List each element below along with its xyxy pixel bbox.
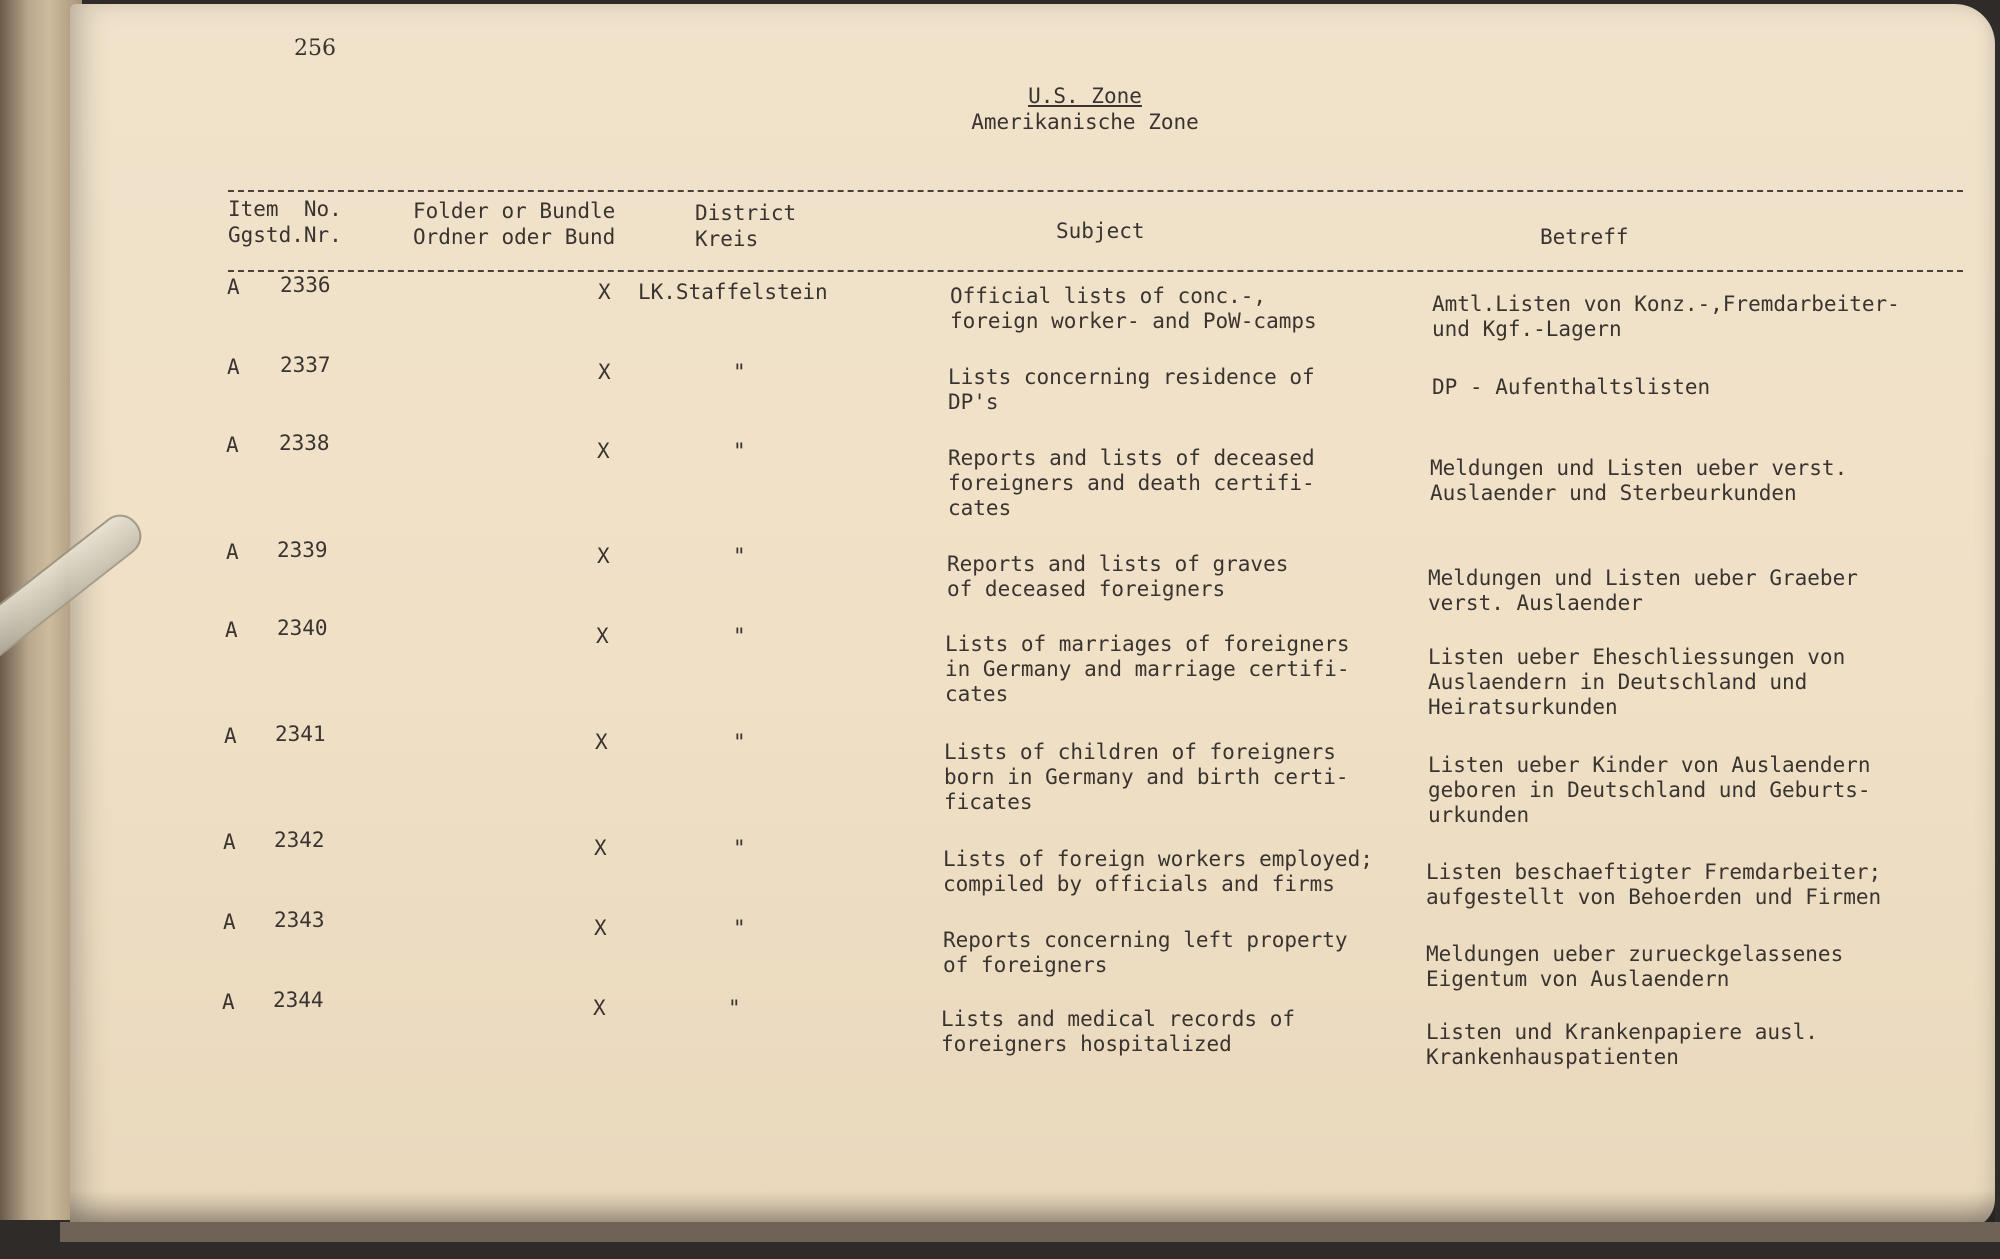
- book-bottom-edge: [60, 1222, 2000, 1242]
- row-item-number: 2338: [279, 431, 330, 455]
- row-prefix: A: [225, 618, 238, 642]
- row-prefix: A: [224, 724, 237, 748]
- row-district: ": [733, 360, 746, 384]
- row-subject: Official lists of conc.-, foreign worker- and PoW-camps: [950, 284, 1317, 333]
- row-item-number: 2344: [273, 988, 324, 1012]
- row-folder: X: [593, 996, 606, 1020]
- row-item-number: 2340: [277, 616, 328, 640]
- header-bottom-rule: [228, 270, 1963, 272]
- row-item-number: 2339: [277, 538, 328, 562]
- row-subject: Lists of foreign workers employed; compiled by officials and firms: [943, 847, 1373, 896]
- row-prefix: A: [227, 355, 240, 379]
- row-folder: X: [598, 280, 611, 304]
- row-betreff: Listen ueber Kinder von Auslaendern geboren in Deutschland und Geburts- urkunden: [1428, 753, 1871, 827]
- zone-title: U.S. Zone: [1028, 84, 1142, 108]
- row-item-number: 2336: [280, 273, 331, 297]
- row-betreff: Listen und Krankenpapiere ausl. Krankenhauspatienten: [1426, 1020, 1818, 1069]
- row-district: ": [733, 544, 746, 568]
- row-district: LK.Staffelstein: [638, 280, 828, 304]
- header-district-de: Kreis: [695, 227, 759, 251]
- row-betreff: Meldungen ueber zurueckgelassenes Eigentum von Auslaendern: [1426, 942, 1844, 991]
- row-item-number: 2337: [280, 353, 331, 377]
- row-folder: X: [596, 624, 609, 648]
- row-betreff: Meldungen und Listen ueber verst. Auslaender und Sterbeurkunden: [1430, 456, 1848, 505]
- row-betreff: Meldungen und Listen ueber Graeber verst. Auslaender: [1428, 566, 1858, 615]
- row-subject: Lists concerning residence of DP's: [948, 365, 1315, 414]
- row-betreff: Listen ueber Eheschliessungen von Auslaendern in Deutschland und Heiratsurkunden: [1428, 645, 1846, 719]
- row-betreff: Listen beschaeftigter Fremdarbeiter; aufgestellt von Behoerden und Firmen: [1426, 860, 1882, 909]
- header-subject: Subject: [1056, 219, 1145, 243]
- row-item-number: 2343: [274, 908, 325, 932]
- header-district-en: District: [695, 201, 797, 225]
- header-item-en: Item No.: [228, 197, 342, 221]
- row-subject: Lists of marriages of foreigners in Germany and marriage certifi- cates: [945, 632, 1350, 706]
- header-folder-de: Ordner oder Bund: [413, 225, 616, 249]
- row-district: ": [733, 439, 746, 463]
- row-district: ": [728, 996, 741, 1020]
- row-folder: X: [597, 544, 610, 568]
- row-subject: Reports and lists of graves of deceased foreigners: [947, 552, 1289, 601]
- row-folder: X: [598, 360, 611, 384]
- row-prefix: A: [223, 830, 236, 854]
- row-subject: Reports concerning left property of foreigners: [943, 928, 1348, 977]
- row-betreff: Amtl.Listen von Konz.-,Fremdarbeiter- und Kgf.-Lagern: [1432, 292, 1900, 341]
- row-folder: X: [594, 916, 607, 940]
- row-prefix: A: [222, 990, 235, 1014]
- row-prefix: A: [223, 910, 236, 934]
- header-item-de: Ggstd.Nr.: [228, 223, 342, 247]
- row-subject: Lists of children of foreigners born in Germany and birth certi- ficates: [944, 740, 1349, 814]
- row-item-number: 2341: [275, 722, 326, 746]
- page-number: 256: [294, 36, 336, 61]
- row-betreff: DP - Aufenthaltslisten: [1432, 375, 1711, 399]
- row-prefix: A: [227, 275, 240, 299]
- row-district: ": [733, 916, 746, 940]
- row-district: ": [733, 624, 746, 648]
- row-prefix: A: [226, 540, 239, 564]
- row-prefix: A: [226, 433, 239, 457]
- row-folder: X: [597, 439, 610, 463]
- row-item-number: 2342: [274, 828, 325, 852]
- zone-subtitle: Amerikanische Zone: [971, 110, 1199, 134]
- row-district: ": [733, 730, 746, 754]
- header-folder-en: Folder or Bundle: [413, 199, 616, 223]
- row-subject: Lists and medical records of foreigners hospitalized: [941, 1007, 1296, 1056]
- row-subject: Reports and lists of deceased foreigners and death certifi- cates: [948, 446, 1315, 520]
- row-folder: X: [595, 730, 608, 754]
- header-betreff: Betreff: [1540, 225, 1629, 249]
- header-top-rule: [228, 190, 1963, 192]
- row-district: ": [733, 836, 746, 860]
- row-folder: X: [594, 836, 607, 860]
